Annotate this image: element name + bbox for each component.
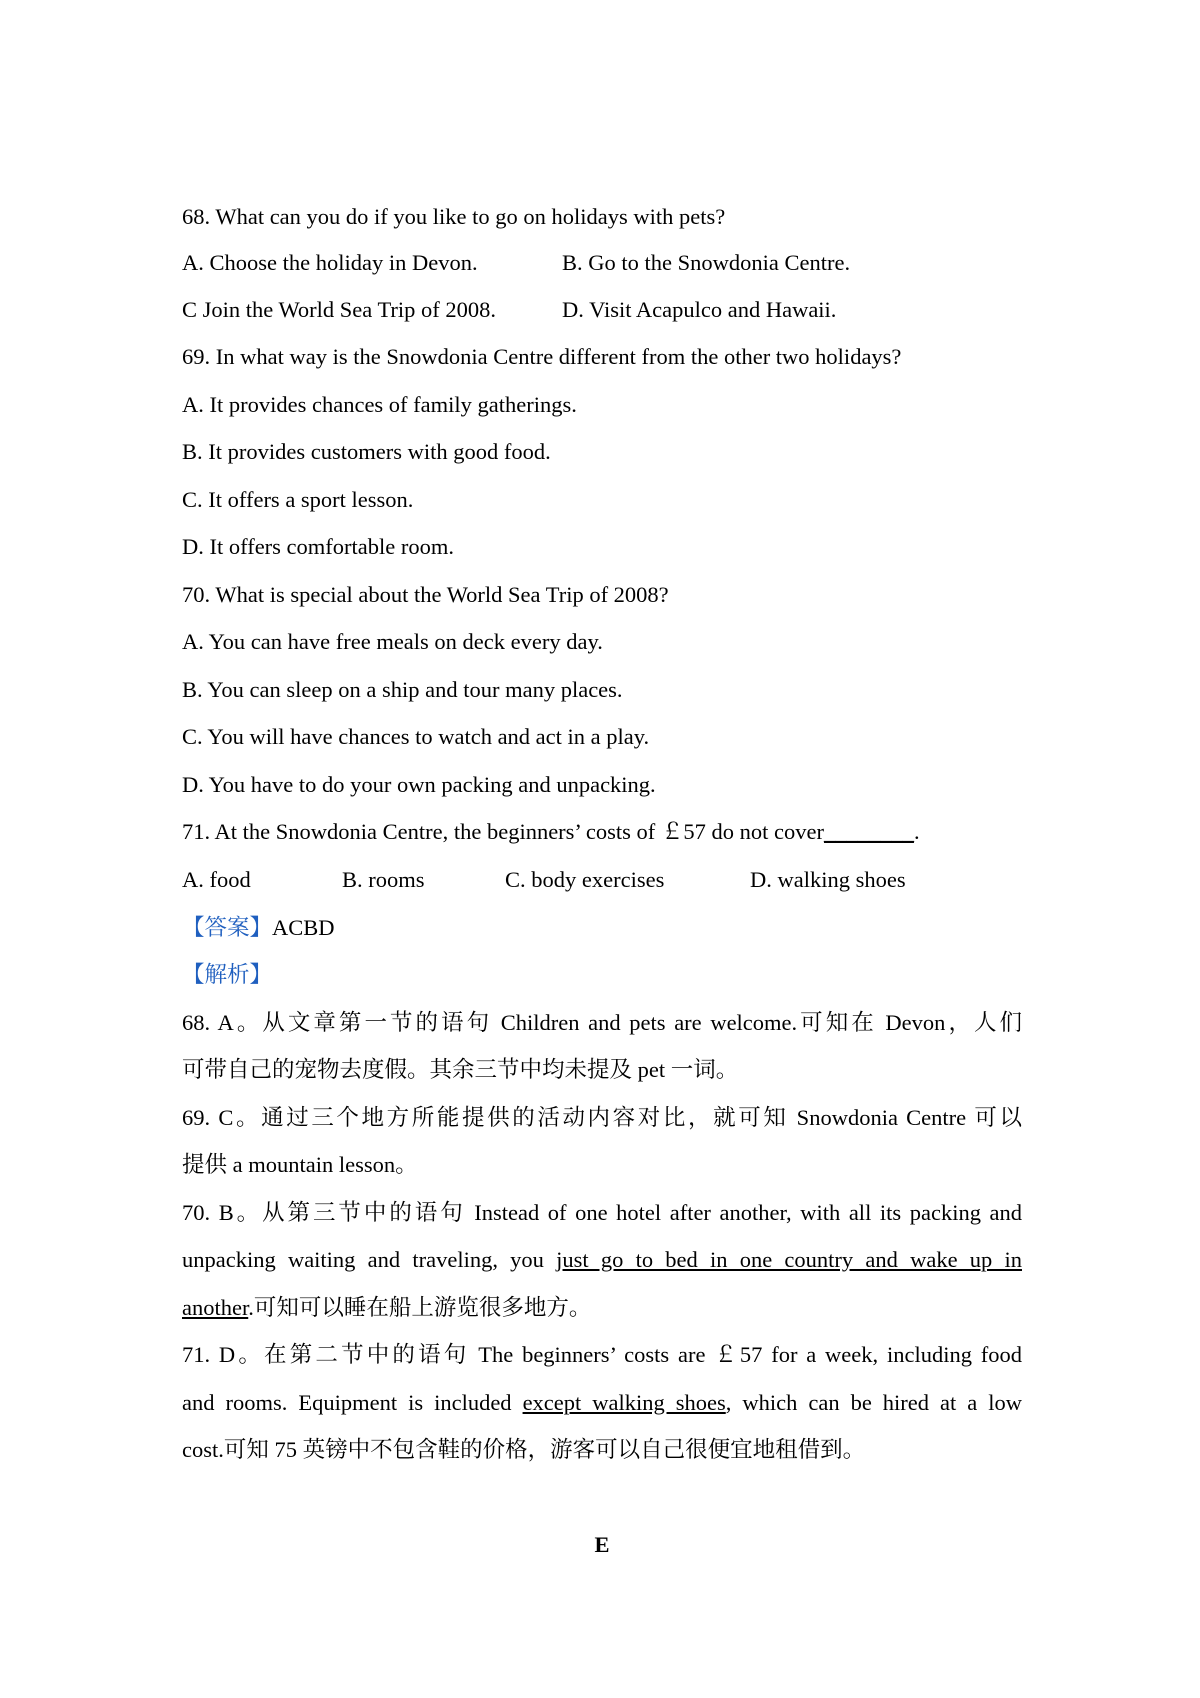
- explanation-71-line-1: 71. D。在第二节中的语句 The beginners’ costs are ￡57 for a week, including food: [182, 1342, 1022, 1367]
- q69-option-b: B. It provides customers with good food.: [182, 439, 551, 464]
- explanation-68-line-1: 68. A。从文章第一节的语句 Children and pets are welcome.可知在 Devon，人们: [182, 1010, 1022, 1035]
- q71-option-a: A. food: [182, 867, 251, 892]
- q71-stem: [182, 817, 920, 847]
- explanation-71-line-2-end: , which can be hired at a low: [725, 1390, 1022, 1415]
- q69-option-a: A. It provides chances of family gatherings.: [182, 392, 577, 417]
- q69-stem: 69. In what way is the Snowdonia Centre different from the other two holidays?: [182, 344, 902, 369]
- q71-blank: ________: [823, 819, 914, 844]
- q71-option-d: D. walking shoes: [750, 867, 906, 892]
- q70-option-d: D. You have to do your own packing and unpacking.: [182, 772, 656, 797]
- q69-option-d: D. It offers comfortable room.: [182, 534, 454, 559]
- explanation-70-line-3-text: .可知可以睡在船上游览很多地方。: [248, 1295, 592, 1320]
- q68-option-b: B. Go to the Snowdonia Centre.: [562, 250, 851, 275]
- explanation-71-line-2: [182, 1388, 1022, 1418]
- section-heading: E: [594, 1532, 610, 1557]
- explanation-70-line-3: [182, 1293, 591, 1323]
- q68-option-d: D. Visit Acapulco and Hawaii.: [562, 297, 837, 322]
- explanation-70-line-2-text: unpacking waiting and traveling, you: [182, 1247, 557, 1272]
- explanation-70-line-2: [182, 1245, 1022, 1275]
- explanation-70-line-1: 70. B。从第三节中的语句 Instead of one hotel after another, with all its packing and: [182, 1200, 1022, 1225]
- explanation-70-underlined-word: another: [182, 1295, 249, 1320]
- explanation-71-line-2-text: and rooms. Equipment is included: [182, 1390, 523, 1415]
- q71-stem-end: .: [913, 819, 920, 844]
- q70-option-c: C. You will have chances to watch and act in a play.: [182, 724, 650, 749]
- q70-stem: 70. What is special about the World Sea Trip of 2008?: [182, 582, 669, 607]
- q70-option-b: B. You can sleep on a ship and tour many places.: [182, 677, 623, 702]
- answer-tag: 【答案】: [182, 915, 273, 940]
- explanation-71-underlined-quote: except walking shoes: [522, 1390, 726, 1415]
- q71-option-b: B. rooms: [342, 867, 425, 892]
- q70-option-a: A. You can have free meals on deck every day.: [182, 629, 603, 654]
- analysis-tag: 【解析】: [182, 962, 273, 987]
- q69-option-c: C. It offers a sport lesson.: [182, 487, 414, 512]
- q68-stem: 68. What can you do if you like to go on holidays with pets?: [182, 204, 726, 229]
- explanation-69-line-1: 69. C。通过三个地方所能提供的活动内容对比，就可知 Snowdonia Centre 可以: [182, 1105, 1022, 1130]
- q71-option-c: C. body exercises: [505, 867, 665, 892]
- q71-stem-text: 71. At the Snowdonia Centre, the beginners’ costs of ￡57 do not cover: [182, 819, 824, 844]
- q68-option-a: A. Choose the holiday in Devon.: [182, 250, 478, 275]
- explanation-70-underlined-quote: just go to bed in one country and wake up in: [556, 1247, 1022, 1272]
- answer-value: ACBD: [272, 915, 335, 940]
- explanation-68-line-2: 可带自己的宠物去度假。其余三节中均未提及 pet 一词。: [182, 1057, 739, 1082]
- answer-line: [182, 913, 335, 943]
- q68-option-c: C Join the World Sea Trip of 2008.: [182, 297, 497, 322]
- explanation-71-line-3: cost.可知 75 英镑中不包含鞋的价格，游客可以自己很便宜地租借到。: [182, 1437, 866, 1462]
- explanation-69-line-2: 提供 a mountain lesson。: [182, 1152, 418, 1177]
